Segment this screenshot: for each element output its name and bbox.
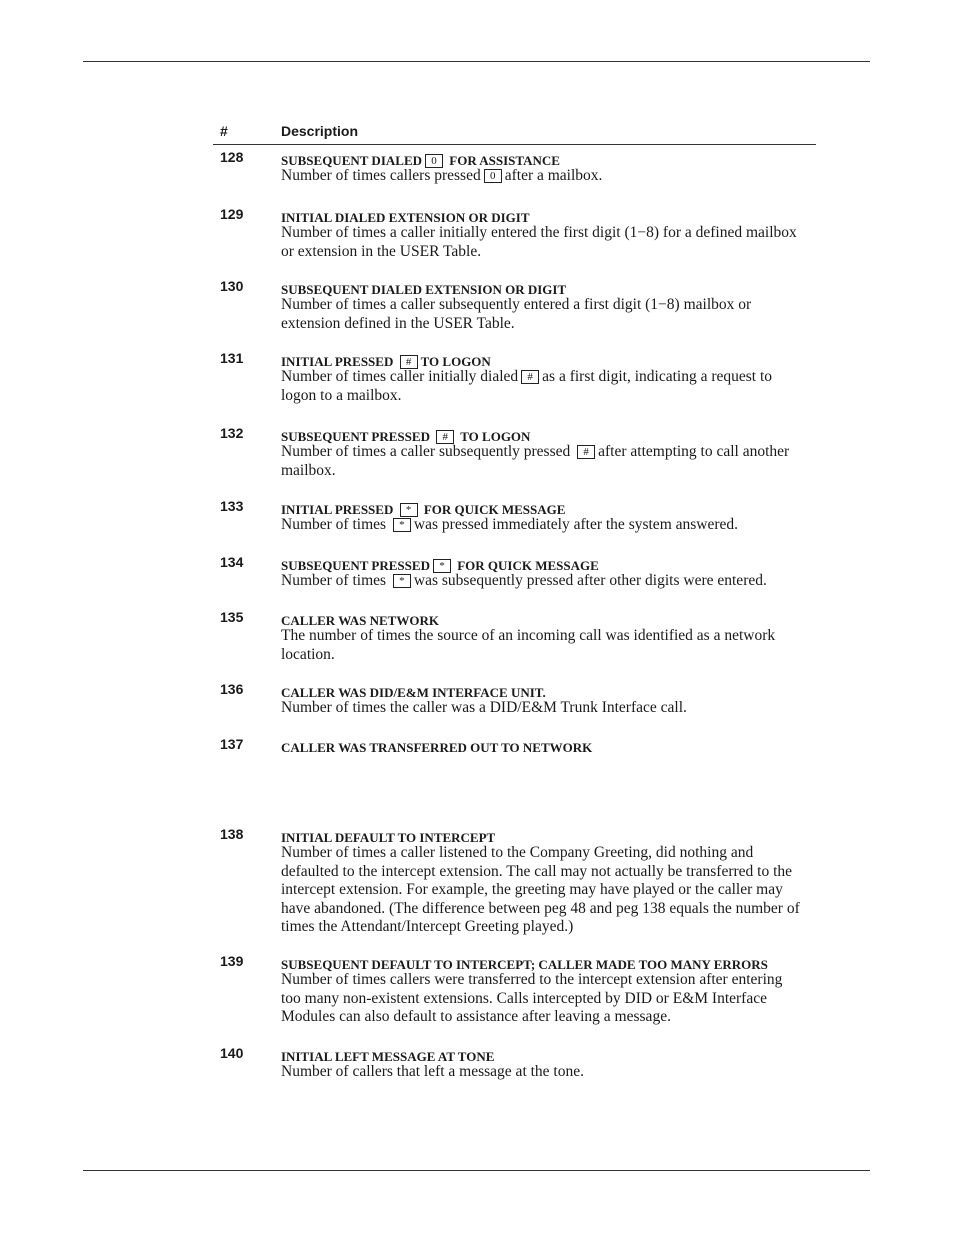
peg-number: 132 — [220, 425, 244, 441]
peg-number: 130 — [220, 278, 244, 294]
bottom-rule — [83, 1170, 870, 1171]
peg-number: 138 — [220, 826, 244, 842]
peg-heading: INITIAL DEFAULT TO INTERCEPT — [281, 830, 496, 845]
column-header-number: # — [220, 123, 228, 139]
peg-heading: CALLER WAS NETWORK — [281, 613, 439, 628]
peg-heading: SUBSEQUENT DIALED EXTENSION OR DIGIT — [281, 282, 567, 297]
key-star-icon: * — [400, 503, 418, 517]
peg-description: Number of times * was subsequently pressed after other digits were entered. — [281, 572, 767, 589]
peg-number: 129 — [220, 206, 244, 222]
peg-number: 140 — [220, 1045, 244, 1061]
peg-number: 137 — [220, 736, 244, 752]
key-star-icon: * — [433, 559, 451, 573]
top-rule — [83, 61, 870, 62]
peg-heading: SUBSEQUENT DIALED 0 FOR ASSISTANCE — [281, 153, 560, 168]
key-star-icon: * — [393, 518, 411, 532]
peg-number: 139 — [220, 953, 244, 969]
peg-description: Number of times * was pressed immediately after the system answered. — [281, 516, 739, 533]
peg-heading: SUBSEQUENT PRESSED # TO LOGON — [281, 429, 531, 444]
peg-description: Number of times caller initially dialed # as a first digit, indicating a request to logon to a mailbox. — [281, 368, 773, 404]
peg-number: 136 — [220, 681, 244, 697]
key-pound-icon: # — [577, 445, 595, 459]
peg-number: 131 — [220, 350, 244, 366]
peg-description: Number of times a caller initially entered the first digit (1−8) for a defined mailbox or extension in the USER Table. — [281, 224, 797, 260]
peg-number: 128 — [220, 149, 244, 165]
peg-description: Number of times callers pressed 0 after a mailbox. — [281, 167, 603, 184]
key-pound-icon: # — [521, 370, 539, 384]
key-0-icon: 0 — [484, 169, 502, 183]
peg-heading: CALLER WAS DID/E&M INTERFACE UNIT. — [281, 685, 546, 700]
peg-description: Number of callers that left a message at the tone. — [281, 1063, 584, 1080]
peg-heading: INITIAL PRESSED # TO LOGON — [281, 354, 491, 369]
peg-heading: SUBSEQUENT PRESSED * FOR QUICK MESSAGE — [281, 558, 599, 573]
peg-heading: CALLER WAS TRANSFERRED OUT TO NETWORK — [281, 740, 593, 755]
peg-description: Number of times a caller listened to the Company Greeting, did nothing and defaulted to the intercept extension. The call may not actually be transferred to the intercept extension. For example, the greeting may have played or the caller may have abandoned. (The difference between peg 48 and peg 138 equals the number of times the Attendant/Intercept Greeting played.) — [281, 844, 800, 935]
table-header — [213, 122, 816, 145]
peg-description: Number of times a caller subsequently entered a first digit (1−8) mailbox or extension defined in the USER Table. — [281, 296, 752, 332]
peg-heading: SUBSEQUENT DEFAULT TO INTERCEPT; CALLER MADE TOO MANY ERRORS — [281, 957, 768, 972]
peg-description: Number of times callers were transferred to the intercept extension after entering too many non-existent extensions. Calls intercepted by DID or E&M Interface Modules can also default to assistance after leaving a message. — [281, 971, 783, 1025]
peg-heading: INITIAL LEFT MESSAGE AT TONE — [281, 1049, 495, 1064]
peg-number: 135 — [220, 609, 244, 625]
column-header-description: Description — [281, 123, 359, 139]
peg-description: Number of times the caller was a DID/E&M Trunk Interface call. — [281, 699, 687, 716]
peg-description: Number of times a caller subsequently pressed # after attempting to call another mailbox. — [281, 443, 790, 479]
key-star-icon: * — [393, 574, 411, 588]
peg-description: The number of times the source of an incoming call was identified as a network location. — [281, 627, 776, 663]
key-pound-icon: # — [436, 430, 454, 444]
key-0-icon: 0 — [425, 154, 443, 168]
peg-number: 133 — [220, 498, 244, 514]
peg-heading: INITIAL PRESSED * FOR QUICK MESSAGE — [281, 502, 566, 517]
peg-number: 134 — [220, 554, 244, 570]
peg-heading: INITIAL DIALED EXTENSION OR DIGIT — [281, 210, 530, 225]
key-pound-icon: # — [400, 355, 418, 369]
